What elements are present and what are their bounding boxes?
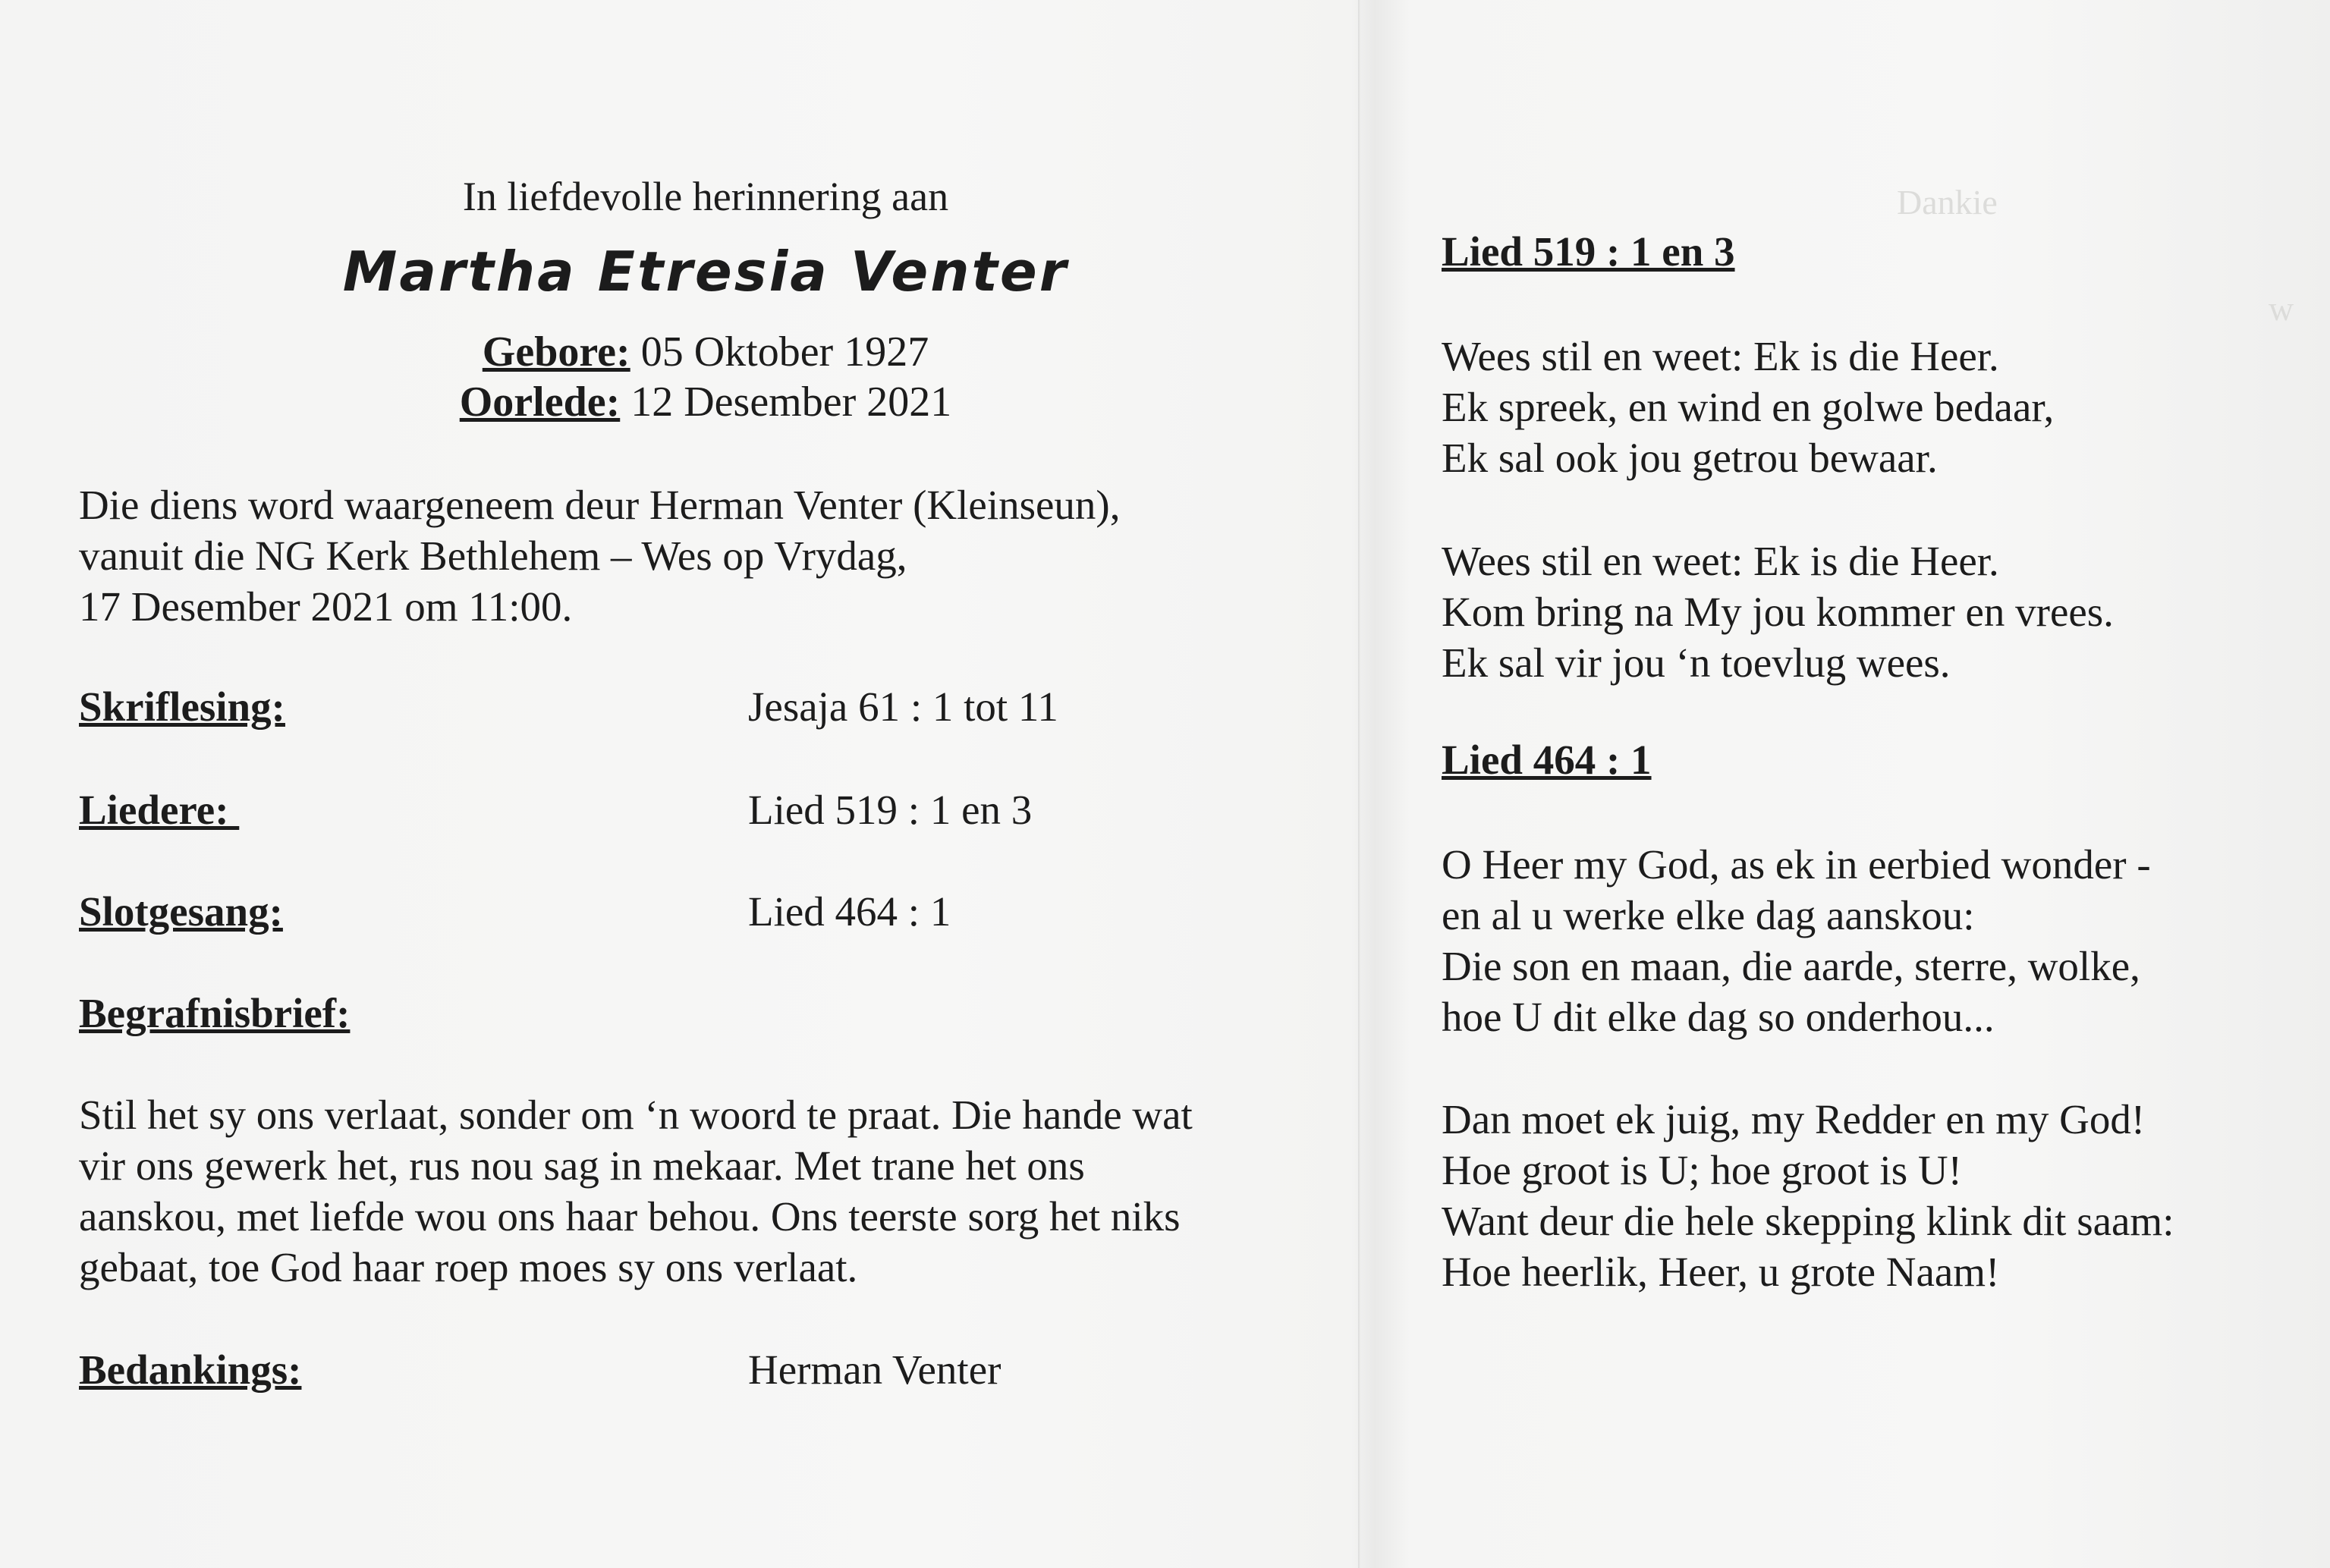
verse-line: Ek sal ook jou getrou bewaar.	[1442, 435, 1938, 481]
scripture-value: Jesaja 61 : 1 tot 11	[748, 683, 1058, 730]
bleed-through-text: w	[2269, 289, 2294, 328]
verse-line: Wees stil en weet: Ek is die Heer.	[1442, 538, 1999, 584]
thanks-label: Bedankings:	[79, 1346, 302, 1393]
closing-hymn-value: Lied 464 : 1	[748, 888, 951, 935]
verse-line: Hoe groot is U; hoe groot is U!	[1442, 1147, 1962, 1193]
song-title: Lied 464 : 1	[1442, 737, 1652, 783]
hymns-label: Liedere:	[79, 787, 240, 833]
service-line: Die diens word waargeneem deur Herman Venter (Kleinseun),	[79, 482, 1121, 528]
born-value: 05 Oktober 1927	[630, 328, 929, 376]
closing-hymn-label: Slotgesang:	[79, 888, 283, 935]
verse-line: en al u werke elke dag aanskou:	[1442, 892, 1975, 938]
service-line: 17 Desember 2021 om 11:00.	[79, 583, 573, 630]
song-verse	[1442, 536, 2114, 688]
service-line: vanuit die NG Kerk Bethlehem – Wes op Vrydag,	[79, 533, 907, 579]
death-date	[228, 378, 1184, 426]
verse-line: Ek sal vir jou ‘n toevlug wees.	[1442, 639, 1951, 686]
thanks-value: Herman Venter	[748, 1346, 1001, 1393]
verse-line: hoe U dit elke dag so onderhou...	[1442, 994, 1995, 1040]
poem-line: aanskou, met liefde wou ons haar behou. Ons teerste sorg het niks	[79, 1193, 1181, 1240]
verse-line: Dan moet ek juig, my Redder en my God!	[1442, 1096, 2146, 1142]
song-title: Lied 519 : 1 en 3	[1442, 228, 1735, 275]
song-verse	[1442, 839, 2151, 1042]
intro-text: In liefdevolle herinnering aan	[462, 174, 949, 219]
funeral-letter-label: Begrafnisbrief:	[79, 990, 351, 1036]
verse-line: Kom bring na My jou kommer en vrees.	[1442, 589, 2114, 635]
bleed-through-text: Dankie	[1897, 183, 1998, 222]
verse-line: Want deur die hele skepping klink dit saam:	[1442, 1198, 2174, 1244]
right-page	[1366, 0, 2330, 1568]
died-label: Oorlede:	[459, 379, 621, 426]
hymns-value: Lied 519 : 1 en 3	[748, 787, 1033, 833]
verse-line: O Heer my God, as ek in eerbied wonder -	[1442, 841, 2151, 888]
verse-line: Die son en maan, die aarde, sterre, wolke,	[1442, 943, 2140, 989]
birth-date	[228, 328, 1184, 376]
died-value: 12 Desember 2021	[620, 379, 952, 426]
funeral-poem	[79, 1089, 1193, 1293]
born-label: Gebore:	[482, 328, 630, 376]
deceased-name: Martha Etresia Venter	[342, 240, 1069, 303]
song-verse	[1442, 1094, 2174, 1297]
verse-line: Wees stil en weet: Ek is die Heer.	[1442, 333, 1999, 379]
verse-line: Hoe heerlik, Heer, u grote Naam!	[1442, 1249, 2000, 1295]
service-details	[79, 479, 1120, 632]
page-fold	[1358, 0, 1361, 1568]
poem-line: gebaat, toe God haar roep moes sy ons verlaat.	[79, 1244, 858, 1290]
scripture-label: Skriflesing:	[79, 683, 285, 730]
verse-line: Ek spreek, en wind en golwe bedaar,	[1442, 384, 2055, 430]
poem-line: Stil het sy ons verlaat, sonder om ‘n woord te praat. Die hande wat	[79, 1092, 1193, 1138]
poem-line: vir ons gewerk het, rus nou sag in mekaar. Met trane het ons	[79, 1142, 1085, 1189]
song-verse	[1442, 331, 2054, 483]
